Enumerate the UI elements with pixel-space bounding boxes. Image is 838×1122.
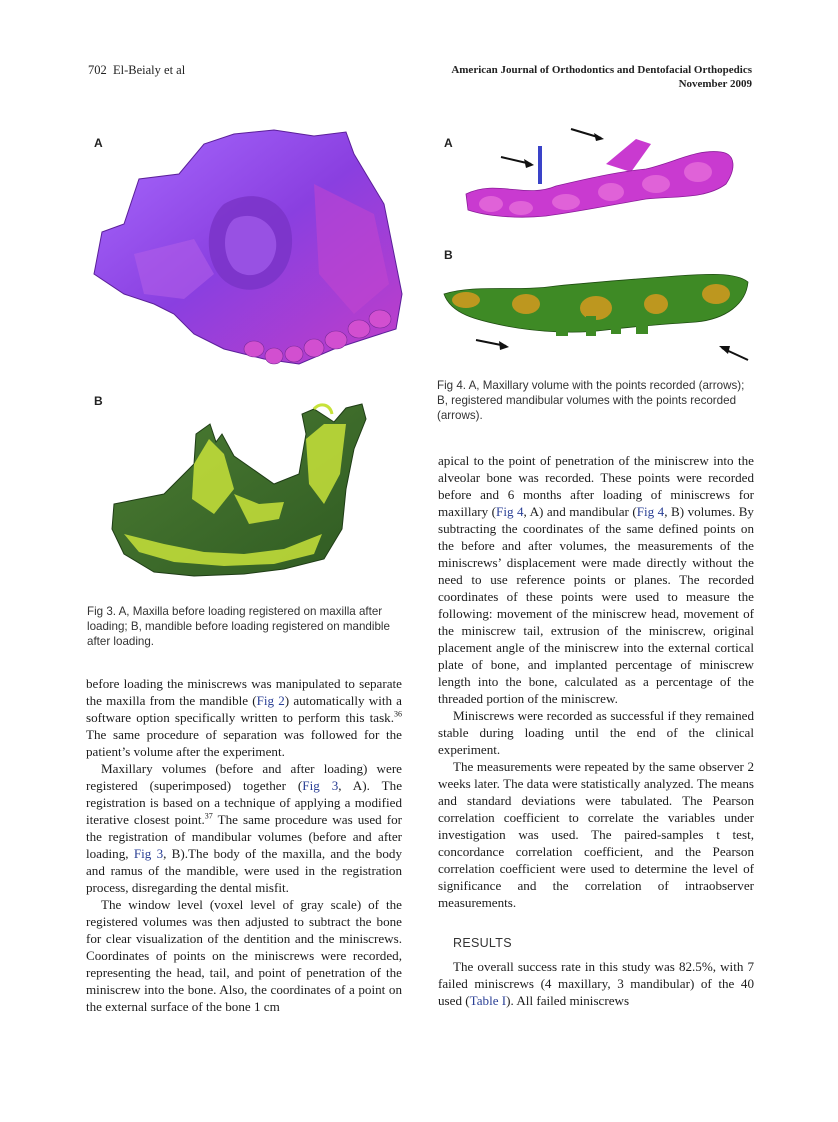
author-line: El-Beialy et al xyxy=(113,63,186,77)
right-paragraph-4: The overall success rate in this study was 82.5%, with 7 failed miniscrews (4 maxillary, 3 mandibular) of the 40 used (Table I). All failed miniscrews xyxy=(438,959,754,1008)
figure-4 xyxy=(436,124,756,374)
issue-date: November 2009 xyxy=(678,78,752,90)
mandibular-volume-render xyxy=(436,264,756,374)
figure-4-label-b: B xyxy=(444,248,453,262)
right-text-column xyxy=(438,452,754,1009)
figure-4-caption: Fig 4. A, Maxillary volume with the points recorded (arrows); B, registered mandibular volumes with the points recorded (arrows). xyxy=(437,379,745,422)
figure-3-label-a: A xyxy=(94,136,103,150)
left-paragraph-1: before loading the miniscrews was manipulated to separate the maxilla from the mandible (Fig 2) automatically with a software option specifically written to perform this task.$^{36}$ The same procedure of separation was followed for the patient’s volume after the experiment. xyxy=(86,676,402,759)
running-header-right xyxy=(332,63,752,91)
maxillary-volume-render xyxy=(436,124,756,244)
figure-3-caption: Fig 3. A, Maxilla before loading registered on maxilla after loading; B, mandible before loading registered on mandible after loading. xyxy=(87,605,390,648)
running-header-left xyxy=(88,63,185,77)
mandible-3d-render xyxy=(84,394,414,594)
right-paragraph-1: apical to the point of penetration of the miniscrew into the alveolar bone was recorded. These points were recorded before and 6 months after loading of miniscrews for maxillary (Fig 4, A) and mandibular (Fig 4, B) volumes. By subtracting the coordinates of the same defined points on the before and after volumes, the measurements of the miniscrews’ displacement were made directly without the need to use reference points or planes. The recorded coordinates of these points were used to measure the following: movement of the miniscrew head, movement of the miniscrew tail, extrusion of the miniscrew, original placement angle of the miniscrew into the external cortical plate of bone, and implanted percentage of miniscrew length into the bone, calculated as a percentage of the threaded portion of the miniscrew. xyxy=(438,453,754,706)
right-paragraph-3: The measurements were repeated by the same observer 2 weeks later. The data were statistically analyzed. The means and standard deviations were tabulated. The Pearson correlation coefficient to correlate the variables under investigation was used. The paired-samples t test, concordance correlation coefficient, and the Pearson correlation coefficient were used to determine the level of significance and the correlation of intraobserver measurements. xyxy=(438,759,754,910)
right-paragraph-2: Miniscrews were recorded as successful if they remained stable during loading until the end of the clinical experiment. xyxy=(438,708,754,757)
left-text-column xyxy=(86,675,402,1015)
figure-3-label-b: B xyxy=(94,394,103,408)
figure-3 xyxy=(84,124,414,594)
maxilla-3d-render xyxy=(84,124,414,374)
figure-4-label-a: A xyxy=(444,136,453,150)
section-heading-results: RESULTS xyxy=(453,936,512,950)
left-paragraph-2: Maxillary volumes (before and after loading) were registered (superimposed) together (Fig 3, A). The registration is based on a technique of applying a modified iterative closest point.$^{37}$ The same procedure was used for the registration of mandibular volumes (before and after loading, Fig 3, B).The body of the maxilla, and the body and ramus of the mandible, were used in the registration process, disregarding the dental misfit. xyxy=(86,761,402,895)
journal-name: American Journal of Orthodontics and Dentofacial Orthopedics xyxy=(451,64,752,76)
left-paragraph-3: The window level (voxel level of gray scale) of the registered volumes was then adjusted to subtract the bone for clear visualization of the dentition and the miniscrews. Coordinates of points on the miniscrews were recorded, representing the head, tail, and point of penetration of the miniscrew into the bone. Also, the coordinates of a point on the external surface of the bone 1 cm xyxy=(86,897,402,1014)
page-number: 702 xyxy=(88,63,107,77)
